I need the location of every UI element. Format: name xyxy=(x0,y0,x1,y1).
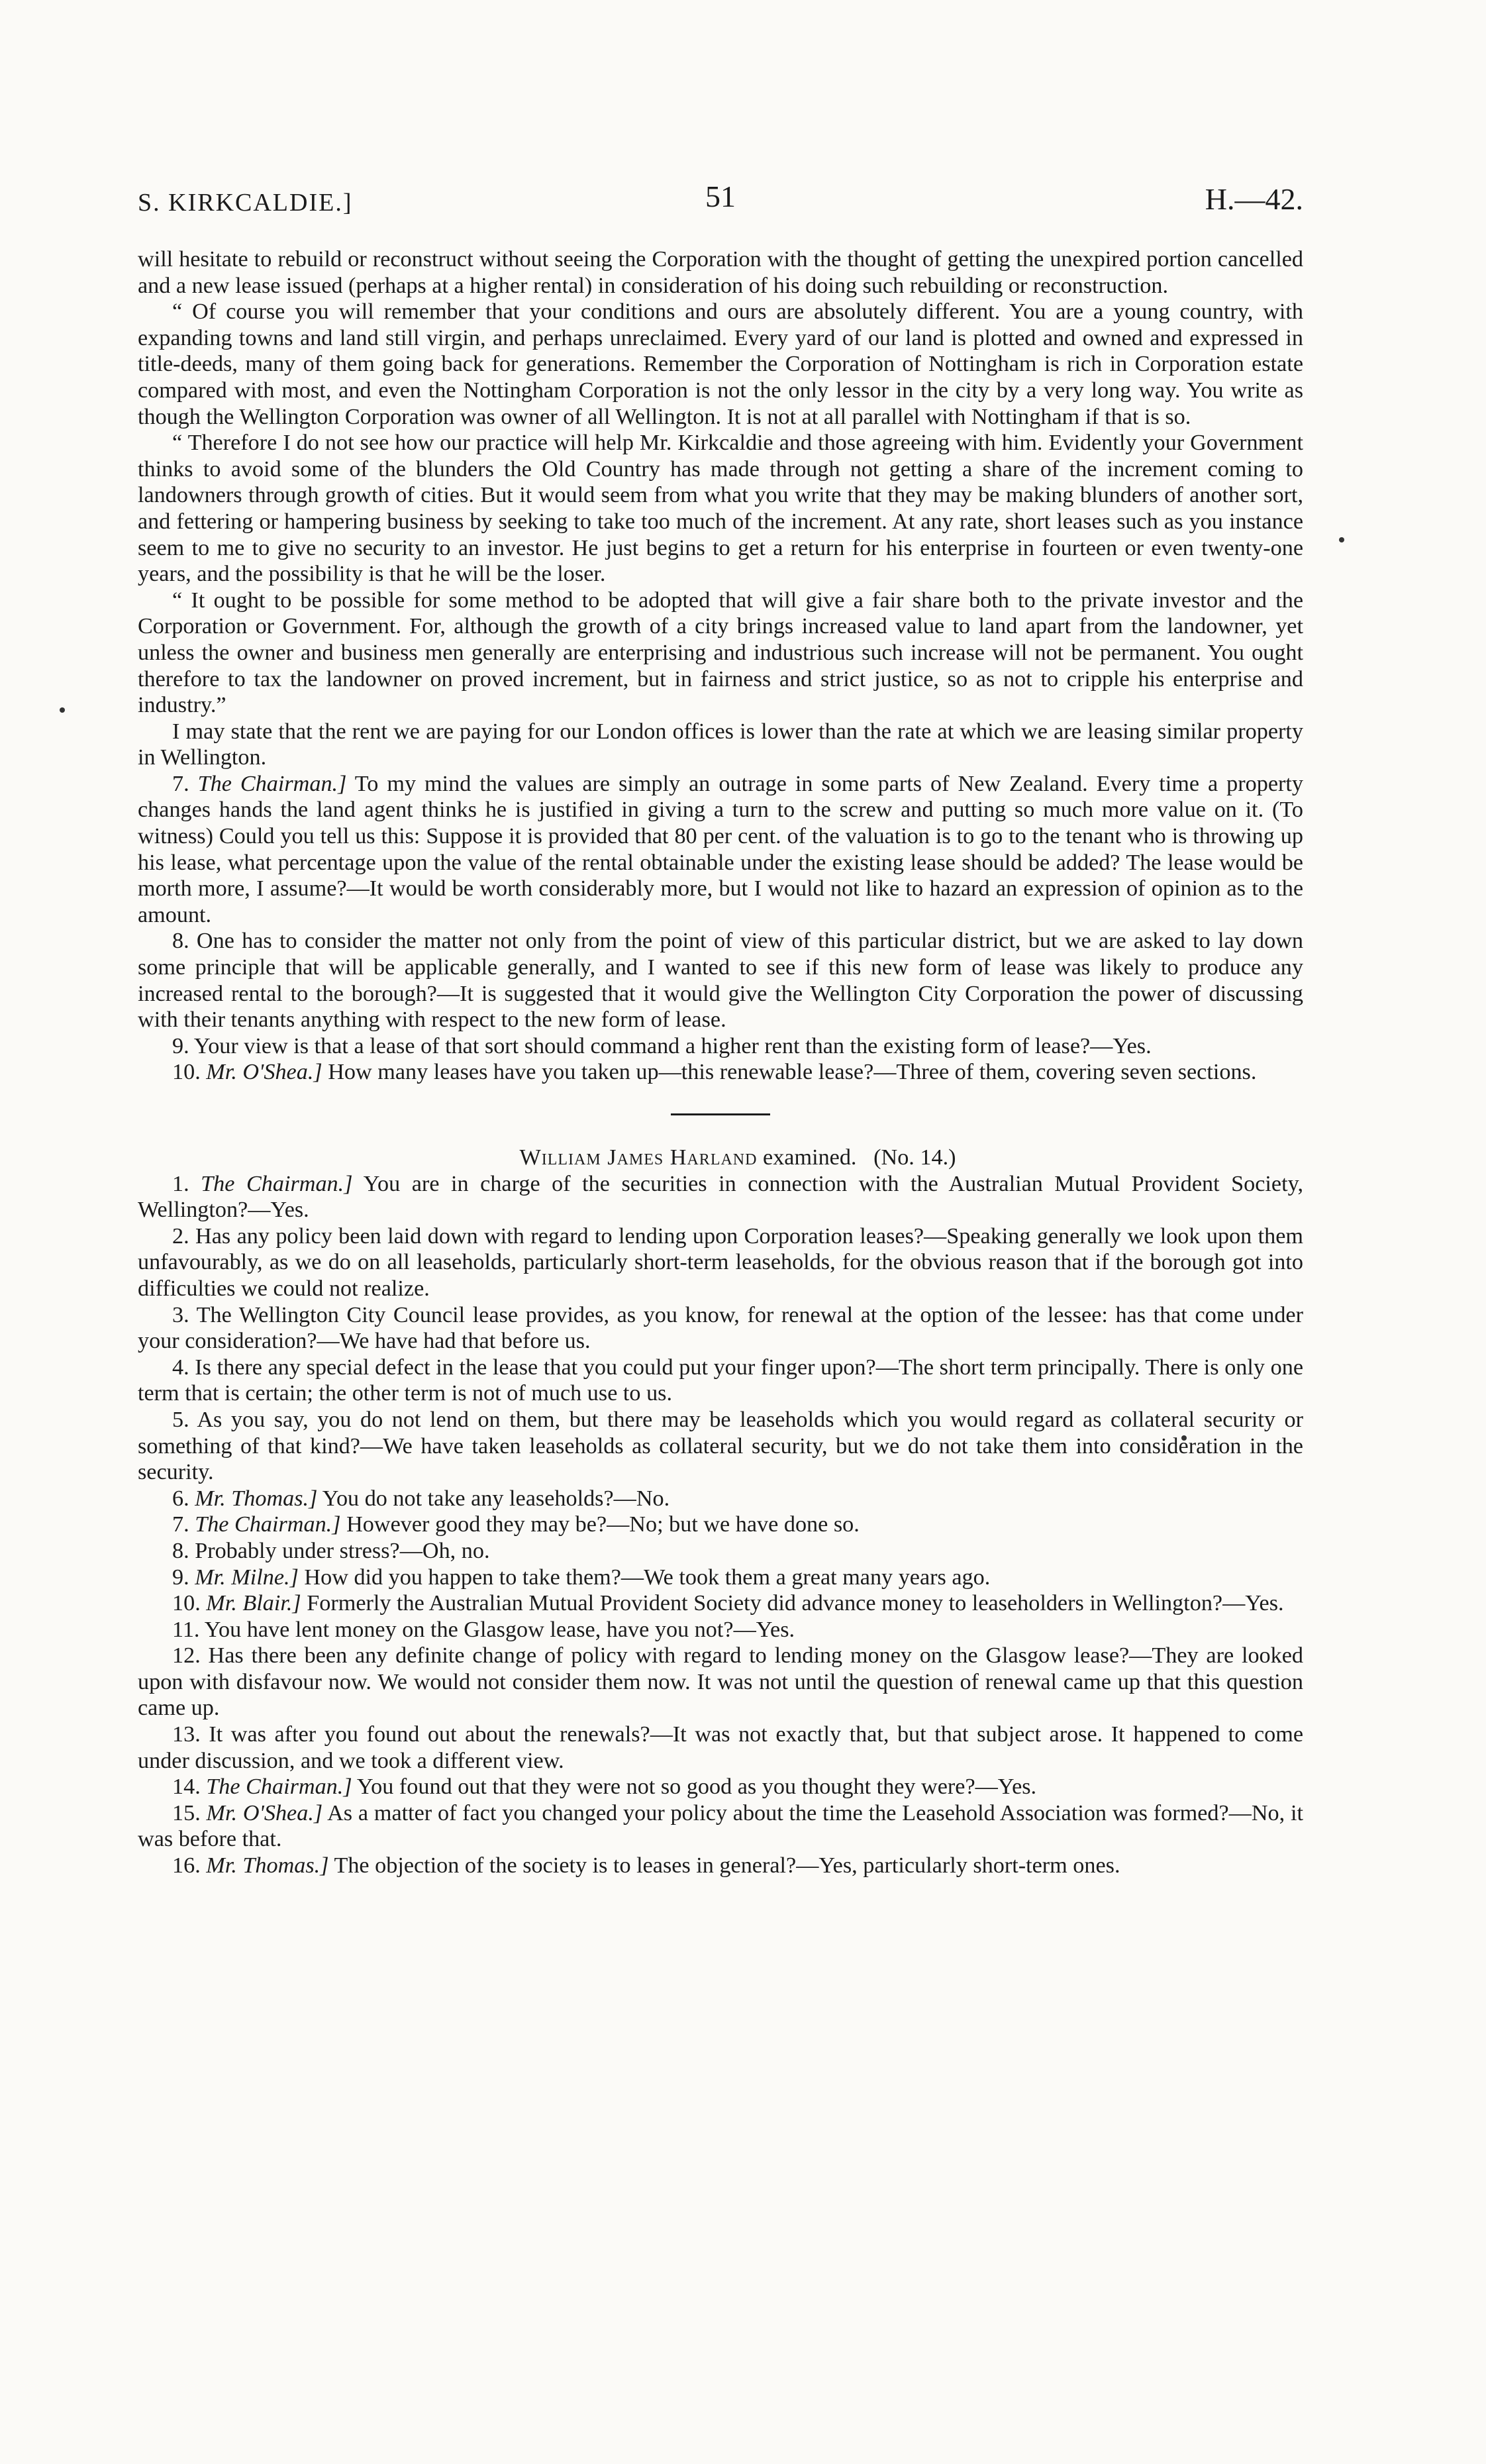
question-number: 8. xyxy=(172,929,189,954)
question-paragraph xyxy=(138,299,1303,430)
question-number: 7. xyxy=(172,1512,189,1537)
question-paragraph xyxy=(138,1565,1303,1591)
question-paragraph xyxy=(138,1223,1303,1302)
speaker-label: Mr. Thomas.] xyxy=(206,1853,329,1878)
question-paragraph xyxy=(138,1407,1303,1486)
question-paragraph xyxy=(138,1800,1303,1853)
question-number: 14. xyxy=(172,1774,201,1800)
paragraph-text: You found out that they were not so good as you thought they were?—Yes. xyxy=(352,1774,1037,1800)
paragraph-text: You have lent money on the Glasgow lease, have you not?—Yes. xyxy=(204,1617,795,1642)
document-body xyxy=(138,246,1303,1879)
speaker-label: The Chairman.] xyxy=(197,771,347,796)
witness-number: (No. 14.) xyxy=(873,1145,956,1170)
speck-mark xyxy=(60,707,65,713)
question-paragraph xyxy=(138,1590,1303,1617)
question-number: 2. xyxy=(172,1223,189,1249)
question-number: 8. xyxy=(172,1538,189,1563)
paragraph-text: You do not take any leaseholds?—No. xyxy=(317,1486,670,1511)
question-paragraph xyxy=(138,1059,1303,1086)
question-number: 3. xyxy=(172,1302,189,1327)
question-paragraph xyxy=(138,246,1303,299)
paragraph-text: The objection of the society is to leases in general?—Yes, particularly short-term ones. xyxy=(328,1853,1120,1878)
paragraph-text: “ Therefore I do not see how our practice will help Mr. Kirkcaldie and those agreeing with him. Evidently your Government thinks to avoid some of the blunders the Old Country has made through not getting a share of the increment coming to landowners through growth of cities. But it would seem from what you write that they may be making blunders of another sort, and fettering or hampering business by seeking to take too much of the increment. At any rate, short leases such as you instance seem to me to give no security to an investor. He just begins to get a return for his enterprise in fourteen or even twenty-one years, and the possibility is that he will be the loser. xyxy=(138,431,1303,587)
paragraph-text: Your view is that a lease of that sort should command a higher rent than the existing form of lease?—Yes. xyxy=(193,1033,1152,1058)
speaker-label: Mr. O'Shea.] xyxy=(206,1060,322,1085)
question-number: 1. xyxy=(172,1171,189,1196)
speaker-label: The Chairman.] xyxy=(195,1512,341,1537)
question-paragraph xyxy=(138,1853,1303,1879)
question-paragraph xyxy=(138,1171,1303,1223)
question-number: 5. xyxy=(172,1407,189,1432)
speaker-label: Mr. Thomas.] xyxy=(195,1486,318,1511)
question-paragraph xyxy=(138,1512,1303,1538)
question-number: 4. xyxy=(172,1355,189,1380)
speaker-label: The Chairman.] xyxy=(201,1171,353,1196)
page-header xyxy=(138,179,1303,225)
paragraph-text: will hesitate to rebuild or reconstruct without seeing the Corporation with the thought of getting the unexpired portion cancelled and a new lease issued (perhaps at a higher rental) in consideration of his doing such rebuilding or reconstruction. xyxy=(138,247,1303,298)
question-paragraph xyxy=(138,1538,1303,1565)
question-paragraph xyxy=(138,1302,1303,1355)
question-paragraph xyxy=(138,928,1303,1033)
paragraph-text: Has there been any definite change of policy with regard to lending money on the Glasgow lease?—They are looked upon with disfavour now. We would not consider them now. It was not until the question of renewal came up that this question came up. xyxy=(138,1643,1303,1721)
paragraph-text: Has any policy been laid down with regard to lending upon Corporation leases?—Speaking generally we look upon them unfavourably, as we do on all leaseholds, particularly short-term leaseholds, for the obvious reason that if the borough got into difficulties we could not realize. xyxy=(138,1223,1303,1301)
question-number: 10. xyxy=(172,1060,201,1085)
speaker-label: Mr. Milne.] xyxy=(195,1565,299,1590)
question-number: 10. xyxy=(172,1591,201,1616)
question-paragraph xyxy=(138,719,1303,771)
running-head-witness: S. KIRKCALDIE.] xyxy=(138,189,353,217)
question-number: 9. xyxy=(172,1565,189,1590)
section-divider xyxy=(671,1113,770,1115)
question-number: 11. xyxy=(172,1617,200,1642)
question-paragraph xyxy=(138,1617,1303,1643)
paragraph-text: Is there any special defect in the lease that you could put your finger upon?—The short term principally. There is only one term that is certain; the other term is not of much use to us. xyxy=(138,1355,1303,1406)
question-number: 16. xyxy=(172,1853,201,1878)
question-paragraph xyxy=(138,1486,1303,1512)
question-paragraph xyxy=(138,430,1303,588)
question-number: 7. xyxy=(172,771,189,796)
paragraph-text: “ It ought to be possible for some method to be adopted that will give a fair share both to the private investor and the Corporation or Government. For, although the growth of a city brings increased value to land apart from the landowner, yet unless the owner and business men generally are enterprising and industrious such increase will not be permanent. You ought therefore to tax the landowner on proved increment, but in fairness and strict justice, so as not to cripple his enterprise and industry.” xyxy=(138,588,1303,718)
paragraph-text: How did you happen to take them?—We took them a great many years ago. xyxy=(298,1565,991,1590)
question-paragraph xyxy=(138,1721,1303,1774)
paragraph-text: You are in charge of the securities in connection with the Australian Mutual Provident Society, Wellington?—Yes. xyxy=(138,1171,1303,1223)
paragraph-text: One has to consider the matter not only from the point of view of this particular district, but we are asked to lay down some principle that will be applicable generally, and I wanted to see if this new form of lease was likely to produce any increased rental to the borough?—It is suggested that it would give the Wellington City Corporation the power of discussing with their tenants anything with respect to the new form of lease. xyxy=(138,929,1303,1033)
paragraph-text: As you say, you do not lend on them, but there may be leaseholds which you would regard as collateral security or something of that kind?—We have taken leaseholds as collateral security, but we do not take them into consideration in the security. xyxy=(138,1407,1303,1485)
paragraph-text: Probably under stress?—Oh, no. xyxy=(195,1538,490,1563)
question-number: 6. xyxy=(172,1486,189,1511)
speck-mark xyxy=(1339,537,1344,542)
paragraph-text: How many leases have you taken up—this renewable lease?—Three of them, covering seven sections. xyxy=(322,1060,1257,1085)
witness-status: examined. xyxy=(757,1145,857,1170)
question-number: 13. xyxy=(172,1722,201,1747)
paragraph-text: The Wellington City Council lease provides, as you know, for renewal at the option of the lessee: has that come under your consideration?—We have had that before us. xyxy=(138,1302,1303,1354)
question-number: 9. xyxy=(172,1033,189,1058)
witness-heading xyxy=(138,1145,1303,1171)
question-paragraph xyxy=(138,771,1303,929)
question-paragraph xyxy=(138,588,1303,719)
paragraph-text: Formerly the Australian Mutual Provident Society did advance money to leaseholders in Wellington?—Yes. xyxy=(301,1591,1284,1616)
question-paragraph xyxy=(138,1774,1303,1800)
question-number: 12. xyxy=(172,1643,201,1668)
evidence-section-harland xyxy=(138,1171,1303,1879)
speaker-label: Mr. O'Shea.] xyxy=(206,1800,323,1825)
evidence-section-kirkcaldie xyxy=(138,246,1303,1086)
paragraph-text: However good they may be?—No; but we have done so. xyxy=(340,1512,860,1537)
question-number: 15. xyxy=(172,1800,201,1825)
speaker-label: The Chairman.] xyxy=(206,1774,352,1800)
speaker-label: Mr. Blair.] xyxy=(206,1591,301,1616)
witness-name: William James Harland xyxy=(519,1145,758,1170)
paragraph-text: As a matter of fact you changed your policy about the time the Leasehold Association was formed?—No, it was before that. xyxy=(138,1800,1303,1852)
page-number: 51 xyxy=(705,180,736,213)
paragraph-text: To my mind the values are simply an outrage in some parts of New Zealand. Every time a property changes hands the land agent thinks he is justified in giving a turn to the screw and putting so much more value on it. (To witness) Could you tell us this: Suppose it is provided that 80 per cent. of the valuation is to go to the tenant who is throwing up his lease, what percentage upon the value of the rental obtainable under the existing lease should be added? The lease would be morth more, I assume?—It would be worth considerably more, but I would not like to hazard an expression of opinion as to the amount. xyxy=(138,771,1303,927)
paragraph-text: “ Of course you will remember that your conditions and ours are absolutely different. You are a young country, with expanding towns and land still virgin, and perhaps unreclaimed. Every yard of our land is plotted and owned and expressed in title-deeds, many of them going back for generations. Remember the Corporation of Nottingham is rich in Corporation estate compared with most, and even the Nottingham Corporation is not the only lessor in the city by a very long way. You write as though the Wellington Corporation was owner of all Wellington. It is not at all parallel with Nottingham if that is so. xyxy=(138,299,1303,429)
paper-reference: H.—42. xyxy=(1205,182,1303,216)
paragraph-text: I may state that the rent we are paying for our London offices is lower than the rate at which we are leasing similar property in Wellington. xyxy=(138,719,1303,770)
paragraph-text: It was after you found out about the renewals?—It was not exactly that, but that subject arose. It happened to come under discussion, and we took a different view. xyxy=(138,1722,1304,1773)
question-paragraph xyxy=(138,1355,1303,1407)
question-paragraph xyxy=(138,1033,1303,1060)
question-paragraph xyxy=(138,1643,1303,1721)
